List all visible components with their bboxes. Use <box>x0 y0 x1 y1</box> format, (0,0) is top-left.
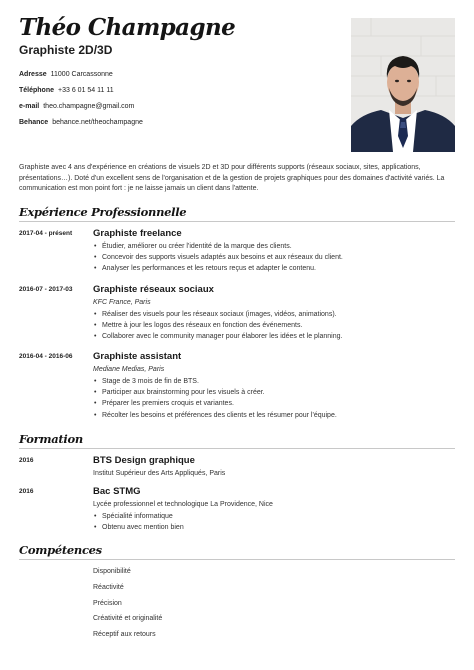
candidate-name: Théo Champagne <box>19 14 236 41</box>
entry-company: KFC France, Paris <box>93 299 151 306</box>
bullet-item: • Stage de 3 mois de fin de BTS. <box>93 376 455 387</box>
bullet-item: • Récolter les besoins et préférences des clients et les résumer pour l'équipe. <box>93 410 455 421</box>
section-title-experience: Expérience Professionnelle <box>19 205 187 219</box>
bullet-item: • Concevoir des supports visuels adaptés aux besoins et aux réseaux du client. <box>93 252 455 263</box>
contact-label: Behance <box>19 119 49 126</box>
entry-title: Graphiste freelance <box>93 228 182 239</box>
job-title: Graphiste 2D/3D <box>19 43 113 57</box>
contact-phone <box>19 83 143 99</box>
bullet-item: • Spécialité informatique <box>93 511 455 522</box>
portrait-illustration <box>351 18 455 152</box>
contact-label: Téléphone <box>19 87 55 94</box>
entry-date: 2016 <box>19 457 34 464</box>
contact-value: +33 6 01 54 11 11 <box>58 87 114 94</box>
section-divider <box>19 448 455 449</box>
entry-title: BTS Design graphique <box>93 455 195 466</box>
entry-bullets <box>93 241 455 275</box>
contact-behance <box>19 115 143 131</box>
profile-photo <box>351 18 455 152</box>
bullet-item: • Collaborer avec le community manager pour élaborer les idées et le planning. <box>93 331 455 342</box>
entry-title: Bac STMG <box>93 486 141 497</box>
bullet-item: • Mettre à jour les logos des réseaux en fonction des événements. <box>93 320 455 331</box>
skill-item: Réactivité <box>93 583 124 591</box>
section-divider <box>19 559 455 560</box>
contact-value: theo.champagne@gmail.com <box>43 103 135 110</box>
skill-item: Précision <box>93 599 122 607</box>
bullet-item: • Préparer les premiers croquis et variantes. <box>93 398 455 409</box>
bullet-item: • Analyser les performances et les retours reçus et adapter le contenu. <box>93 263 455 274</box>
skill-item: Créativité et originalité <box>93 615 163 623</box>
contact-block <box>19 67 143 131</box>
bullet-item: • Obtenu avec mention bien <box>93 522 455 533</box>
contact-email <box>19 99 143 115</box>
skill-item: Réceptif aux retours <box>93 631 156 639</box>
entry-bullets <box>93 376 455 421</box>
skills-list <box>93 564 162 643</box>
section-title-skills: Compétences <box>19 543 102 557</box>
bullet-item: • Étudier, améliorer ou créer l'identité de la marque des clients. <box>93 241 455 252</box>
section-divider <box>19 221 455 222</box>
entry-school: Institut Supérieur des Arts Appliqués, Paris <box>93 470 226 477</box>
bullet-item: • Participer aux brainstorming pour les visuels à créer. <box>93 387 455 398</box>
entry-date: 2017-04 - présent <box>19 230 73 237</box>
entry-company: Mediane Medias, Paris <box>93 366 165 373</box>
skill-item: Disponibilité <box>93 568 131 575</box>
entry-bullets <box>93 309 455 343</box>
entry-date: 2016-04 - 2016-06 <box>19 353 73 360</box>
section-title-education: Formation <box>19 432 83 446</box>
bullet-item: • Réaliser des visuels pour les réseaux sociaux (images, vidéos, animations). <box>93 309 455 320</box>
contact-label: e-mail <box>19 103 40 110</box>
contact-label: Adresse <box>19 71 47 78</box>
entry-school: Lycée professionnel et technologique La Providence, Nice <box>93 501 273 508</box>
contact-value: 11000 Carcassonne <box>50 71 113 78</box>
entry-title: Graphiste réseaux sociaux <box>93 284 214 295</box>
entry-title: Graphiste assistant <box>93 351 182 362</box>
profile-summary: Graphiste avec 4 ans d'expérience en créations de visuels 2D et 3D pour différents supports (réseaux sociaux, sites, applications, présentations…). Doté d'un excellent sens de l'organisation et de la gestion de projets graphiques pour des domaines d'activité variés. La communication est mon point fort : je ne laisse jamais un client dans l'attente. <box>19 164 445 192</box>
contact-value: behance.net/theochampagne <box>52 119 143 126</box>
contact-address <box>19 67 143 83</box>
entry-bullets <box>93 511 455 533</box>
entry-date: 2016 <box>19 488 34 495</box>
entry-date: 2016-07 - 2017-03 <box>19 286 73 293</box>
